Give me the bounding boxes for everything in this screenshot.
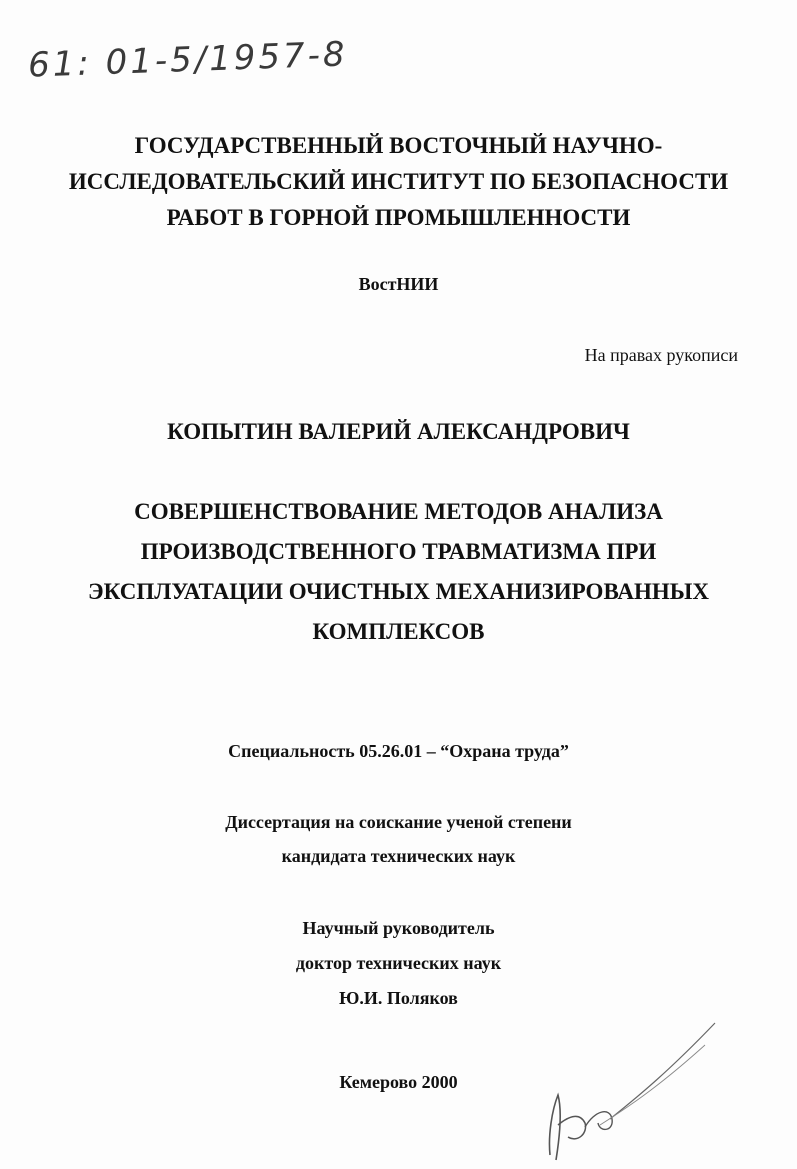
handwritten-signature <box>540 1015 730 1165</box>
supervisor-degree: доктор технических наук <box>295 953 502 973</box>
dissertation-line-1: Диссертация на соискание ученой степени <box>225 812 572 832</box>
title-line-3: ЭКСПЛУАТАЦИИ ОЧИСТНЫХ МЕХАНИЗИРОВАННЫХ <box>88 579 709 604</box>
dissertation-line-2: кандидата технических наук <box>281 846 516 866</box>
manuscript-note: На правах рукописи <box>584 345 738 365</box>
institute-line-2: ИССЛЕДОВАТЕЛЬСКИЙ ИНСТИТУТ ПО БЕЗОПАСНОСТИ <box>68 169 729 194</box>
institute-line-3: РАБОТ В ГОРНОЙ ПРОМЫШЛЕННОСТИ <box>166 205 631 230</box>
title-line-1: СОВЕРШЕНСТВОВАНИЕ МЕТОДОВ АНАЛИЗА <box>134 499 663 524</box>
title-line-4: КОМПЛЕКСОВ <box>312 619 485 644</box>
handwritten-catalog-code: 61: 01-5/1957-8 <box>27 34 349 86</box>
city-year: Кемерово 2000 <box>339 1072 458 1092</box>
institute-abbreviation: ВостНИИ <box>358 274 439 294</box>
title-line-2: ПРОИЗВОДСТВЕННОГО ТРАВМАТИЗМА ПРИ <box>140 539 657 564</box>
supervisor-role: Научный руководитель <box>302 918 495 938</box>
supervisor-name: Ю.И. Поляков <box>339 988 458 1008</box>
institute-line-1: ГОСУДАРСТВЕННЫЙ ВОСТОЧНЫЙ НАУЧНО- <box>134 133 663 158</box>
specialty: Специальность 05.26.01 – “Охрана труда” <box>228 741 569 761</box>
author-name: КОПЫТИН ВАЛЕРИЙ АЛЕКСАНДРОВИЧ <box>167 419 630 444</box>
